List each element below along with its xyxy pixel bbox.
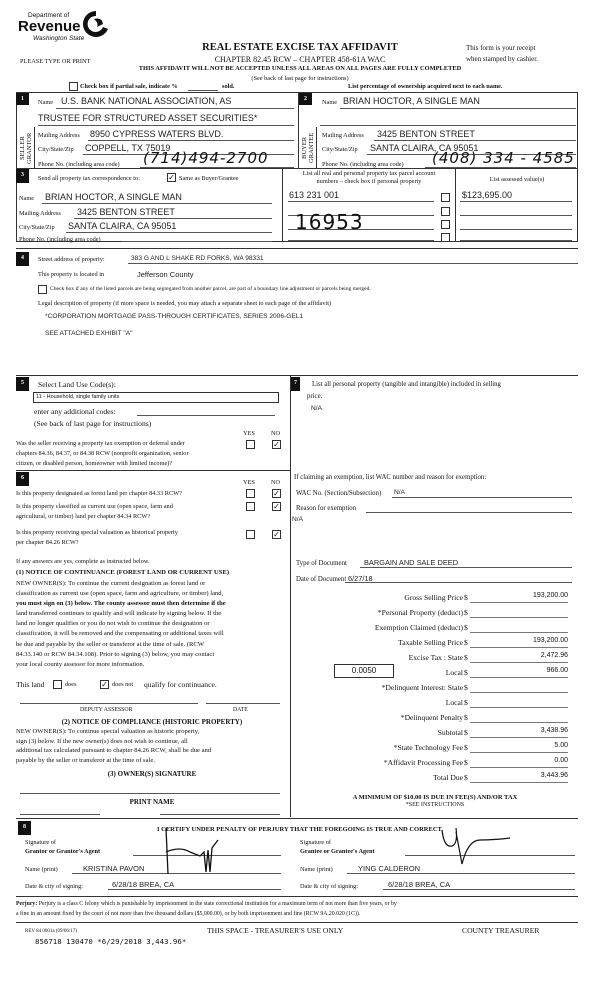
land-use-title: Select Land Use Code(s):: [38, 380, 116, 389]
notice-continuance-text: [16, 579, 288, 670]
street-address[interactable]: 383 G AND L SHAKE RD FORKS, WA 98331: [131, 255, 264, 262]
buyer-side-label: BUYER GRANTEE: [301, 132, 315, 164]
form-revision: REV 84 0001a (09/06/17): [25, 929, 77, 934]
section-7-badge: 7: [291, 377, 300, 391]
does-label: does: [65, 681, 77, 688]
amount-label: *Delinquent Interest: State: [381, 683, 463, 692]
county[interactable]: Jefferson County: [137, 270, 194, 279]
text-line: payable by the seller or transferor at the time of sale.: [16, 756, 155, 764]
amount-value[interactable]: 0.00: [470, 757, 568, 768]
line: [160, 814, 280, 815]
section-2-badge: 2: [299, 93, 312, 105]
line: [460, 229, 572, 230]
street-label: Street address of property:: [38, 256, 105, 263]
exemption-question-3: citizen, or disabled person, homeowner with limited income)?: [16, 460, 173, 467]
dollar-sign: $: [464, 758, 468, 767]
exemption-no-checkbox[interactable]: ✓: [273, 440, 280, 449]
line: [288, 240, 434, 241]
grantor-signature: [160, 826, 240, 878]
additional-codes-field[interactable]: [137, 415, 275, 416]
line: [66, 232, 272, 233]
text-line: classification, it will be removed and the compensating or additional taxes will: [16, 630, 224, 638]
dollar-sign: $: [464, 608, 468, 617]
amount-value[interactable]: 966.00: [470, 667, 568, 678]
text-line: NEW OWNER(S): To continue special valuation as historic property,: [16, 728, 200, 735]
perjury-label: Perjury:: [16, 901, 38, 907]
segregated-label: Check box if any of the listed parcels are being segregated from another parcel, are part of a boundary line adjustment or parcels being merged.: [50, 286, 371, 292]
no-header: NO: [271, 479, 281, 486]
dollar-sign: $: [464, 728, 468, 737]
logo-dept: Department of: [28, 12, 70, 19]
logo-revenue: Revenue: [18, 18, 81, 35]
legal-line-2[interactable]: SEE ATTACHED EXHIBIT "A": [45, 330, 133, 337]
see-instructions: *SEE INSTRUCTIONS: [405, 802, 465, 808]
deputy-assessor-signature-line[interactable]: [20, 703, 198, 704]
assessor-date-line[interactable]: [206, 703, 280, 704]
personal-property-value[interactable]: N/A: [311, 405, 322, 412]
text-line: 84.33.140 or RCW 84.34.108). Prior to signing (3) below, you may contact: [16, 650, 215, 658]
seller-name-label: Name: [38, 99, 54, 106]
partial-sale-label: Check box if partial sale, indicate %: [80, 83, 178, 90]
parcel-number-1[interactable]: 613 231 001: [289, 190, 340, 200]
line: [360, 567, 572, 568]
dollar-sign: $: [464, 653, 468, 662]
section-6-badge: 6: [16, 472, 29, 486]
owner-signature-line[interactable]: [20, 793, 280, 794]
exemption-yes-checkbox[interactable]: [246, 440, 255, 449]
amount-value[interactable]: 3,443.96: [470, 772, 568, 783]
logo-swirl-icon: [80, 9, 112, 39]
line: [42, 203, 272, 204]
line: [74, 218, 272, 219]
section-8-badge: 8: [18, 821, 31, 835]
date-label: DATE: [233, 707, 248, 713]
perjury-text: Perjury is a class C felony which is punishable by imprisonment in the state correctional institution for a maximum term of not more than five years, or by: [38, 901, 397, 907]
current-use-no-checkbox[interactable]: ✓: [273, 502, 280, 511]
reason-label: Reason for exemption: [296, 505, 357, 512]
parcel-header-2: numbers – check box if personal property: [316, 178, 422, 185]
seller-mail[interactable]: 8950 CYPRESS WATERS BLVD.: [90, 129, 224, 139]
personal-property-checkbox-4[interactable]: [441, 233, 450, 242]
grantor-sig-of: Signature of: [25, 839, 56, 846]
does-not-label: does not: [112, 681, 134, 688]
notice-continuance-title: (1) NOTICE OF CONTINUANCE (FOREST LAND OR CURRENT USE): [16, 569, 230, 576]
wac-label: WAC No. (Section/Subsection): [296, 490, 382, 497]
historic-yes-checkbox[interactable]: [246, 530, 255, 539]
divider: [316, 127, 317, 168]
send-correspondence-label: Send all property tax correspondence to:: [38, 175, 140, 182]
dollar-sign: $: [464, 623, 468, 632]
amount-label: Exemption Claimed (deduct): [374, 623, 463, 632]
text-line: land no longer qualifies or you do not wish to continue the designation or: [16, 620, 210, 628]
same-as-buyer-checkbox[interactable]: ✓: [168, 173, 175, 182]
dollar-sign: $: [464, 698, 468, 707]
does-not-qualify-checkbox[interactable]: ✓: [101, 680, 108, 689]
line: [347, 873, 575, 874]
amount-label: Excise Tax : State: [408, 653, 463, 662]
line: [88, 140, 294, 141]
receipt-note-1: This form is your receipt: [466, 44, 536, 52]
corr-mail-label: Mailing Address: [19, 210, 61, 217]
buyer-phone-label: Phone No. (including area code): [322, 161, 404, 168]
this-land-label: This land: [16, 680, 45, 689]
divider: [16, 470, 290, 471]
column-divider: [290, 375, 291, 817]
divider: [16, 818, 578, 819]
amount-value[interactable]: [470, 712, 568, 723]
parcel-header-1: List all real and personal property tax parcel account: [302, 170, 436, 177]
doc-date-label: Date of Document: [296, 576, 347, 583]
seller-phone[interactable]: (714)494-2700: [143, 149, 269, 167]
historic-no-checkbox[interactable]: ✓: [273, 530, 280, 539]
dollar-sign: $: [464, 593, 468, 602]
dollar-sign: $: [464, 713, 468, 722]
line: [392, 497, 572, 498]
reason-value[interactable]: N/A: [292, 516, 303, 523]
line: [320, 125, 576, 126]
treasurer-stamp: 856718 130470 *6/29/2018 3,443.96*: [35, 937, 187, 946]
perjury-line-1: [16, 901, 397, 907]
seller-name[interactable]: U.S. BANK NATIONAL ASSOCIATION, AS: [61, 96, 232, 106]
amount-value[interactable]: 2,472.96: [470, 652, 568, 663]
certify-statement: I CERTIFY UNDER PENALTY OF PERJURY THAT THE FOREGOING IS TRUE AND CORRECT.: [156, 826, 443, 833]
legal-line-1[interactable]: *CORPORATION MORTGAGE PASS-THROUGH CERTIFICATES, SERIES 2006-GEL1: [45, 313, 304, 320]
personal-property-label-2: price.: [307, 393, 323, 400]
line: [38, 125, 294, 126]
corr-city-label: City/State/Zip: [19, 224, 55, 231]
seller-name-2[interactable]: TRUSTEE FOR STRUCTURED ASSET SECURITIES*: [38, 113, 258, 123]
buyer-phone[interactable]: (408) 334 - 4585: [432, 149, 575, 167]
grantee-name-label: Name (print): [300, 866, 333, 873]
amount-label: Total Due: [432, 773, 463, 782]
grantee-signature: [438, 826, 518, 868]
doc-type-label: Type of Document: [296, 560, 347, 567]
grantee-name[interactable]: YING CALDERON: [358, 864, 421, 873]
text-line: your local county assessor for more information.: [16, 660, 145, 668]
please-type: PLEASE TYPE OR PRINT: [20, 58, 91, 65]
segregated-checkbox[interactable]: [38, 285, 47, 294]
divider: [16, 922, 578, 923]
located-label: This property is located in: [38, 271, 105, 278]
line: [460, 215, 572, 216]
exemption-question-1: Was the seller receiving a property tax exemption or deferral under: [16, 440, 185, 447]
warning: THIS AFFIDAVIT WILL NOT BE ACCEPTED UNLESS ALL AREAS ON ALL PAGES ARE FULLY COMPLETED: [138, 65, 462, 72]
line: [108, 889, 281, 890]
does-qualify-checkbox[interactable]: [53, 680, 62, 689]
amount-label: Taxable Selling Price: [398, 638, 463, 647]
grantor-agent-label: Grantor or Grantor's Agent: [25, 848, 101, 855]
amount-label: Gross Selling Price: [404, 593, 463, 602]
amount-label: *State Technology Fee: [393, 743, 463, 752]
grantor-name-label: Name (print): [25, 866, 58, 873]
personal-property-label: List all personal property (tangible and intangible) included in selling: [312, 381, 501, 388]
personal-property-checkbox-1[interactable]: [441, 193, 450, 202]
line: [288, 201, 434, 202]
text-line: you must sign on (3) below. The county assessor must then determine if the: [16, 600, 226, 608]
handwritten-parcel-note: 16953: [295, 210, 364, 234]
see-back: (See back of last page for instructions): [251, 75, 349, 82]
line: [460, 240, 572, 241]
logo-state: Washington State: [33, 35, 85, 42]
text-line: sign (3) below. If the new owner(s) does not wish to continue, all: [16, 737, 188, 745]
form-title: REAL ESTATE EXCISE TAX AFFIDAVIT: [202, 42, 398, 53]
seller-city-label: City/State/Zip: [38, 146, 74, 153]
grantor-date-city[interactable]: 6/28/18 BREA, CA: [112, 880, 175, 889]
additional-codes-label: enter any additional codes:: [34, 407, 116, 416]
if-yes-note: If any answers are yes, complete as instructed below.: [16, 558, 150, 565]
buyer-name[interactable]: BRIAN HOCTOR, A SINGLE MAN: [343, 96, 480, 106]
buyer-mail-label: Mailing Address: [322, 132, 364, 139]
amount-value[interactable]: 5.00: [470, 742, 568, 753]
grantee-date-city[interactable]: 6/28/18 BREA, CA: [388, 880, 451, 889]
local-rate-box[interactable]: 0.0050: [334, 664, 394, 678]
buyer-city-label: City/State/Zip: [322, 146, 358, 153]
amount-value[interactable]: [470, 622, 568, 633]
amount-label: Subtotal: [437, 728, 463, 737]
qualify-label: qualify for continuance.: [144, 680, 217, 689]
amount-label: *Affidavit Processing Fee: [383, 758, 463, 767]
line: [374, 140, 576, 141]
amount-value[interactable]: [470, 607, 568, 618]
dollar-sign: $: [464, 638, 468, 647]
amount-value[interactable]: 3,438.96: [470, 727, 568, 738]
personal-property-checkbox-2[interactable]: [441, 207, 450, 216]
text-line: land transferred continues to qualify and will indicate by signing below. If the: [16, 610, 222, 618]
line: [340, 108, 576, 109]
amount-label: Local: [445, 668, 463, 677]
grantee-agent-label: Grantee or Grantee's Agent: [300, 848, 375, 855]
dollar-sign: $: [464, 668, 468, 677]
county-treasurer-label: COUNTY TREASURER: [462, 926, 540, 935]
amount-label: Local: [445, 698, 463, 707]
amount-label: *Delinquent Penalty: [400, 713, 463, 722]
line: [345, 582, 572, 583]
assessed-header: List assessed value(s): [489, 176, 545, 183]
corr-phone-field[interactable]: [122, 241, 272, 242]
corr-name-label: Name: [19, 195, 35, 202]
amount-value[interactable]: 193,200.00: [470, 637, 568, 648]
dollar-sign: $: [464, 743, 468, 752]
yes-header: YES: [243, 430, 255, 437]
deputy-assessor-label: DEPUTY ASSESSOR: [80, 707, 133, 713]
sold-label: sold.: [222, 83, 235, 90]
land-use-see-back: (See back of last page for instructions): [34, 419, 152, 428]
forest-no-checkbox[interactable]: ✓: [273, 489, 280, 498]
current-use-question-1: Is this property classified as current use (open space, farm and: [16, 503, 173, 510]
amount-value[interactable]: [470, 697, 568, 708]
forest-yes-checkbox[interactable]: [246, 489, 255, 498]
amount-label: *Personal Property (deduct): [377, 608, 463, 617]
doc-date-value[interactable]: 6/27/18: [348, 574, 373, 583]
divider: [16, 375, 578, 376]
partial-pct-line[interactable]: [188, 90, 218, 91]
text-line: NEW OWNER(S): To continue the current designation as forest land or: [16, 580, 206, 587]
divider: [34, 127, 35, 168]
buyer-city[interactable]: SANTA CLAIRA, CA 95051: [370, 143, 479, 153]
line: [383, 889, 575, 890]
text-line: classification as current use (open space, farm and agriculture, or timber) land,: [16, 590, 224, 598]
seller-side-label: SELLER GRANTOR: [19, 132, 33, 164]
land-use-code-select[interactable]: 11 - Household, single family units: [33, 392, 279, 403]
divider: [16, 896, 578, 897]
perjury-line-2: a fine in an amount fixed by the court of not more than five thousand dollars ($5,000.00), or by both imprisonment and fine (RCW 9A.20.020 (1C)).: [16, 911, 361, 917]
divider: [16, 168, 578, 169]
grantor-name[interactable]: KRISTINA PAVON: [83, 864, 145, 873]
personal-property-checkbox-3[interactable]: [441, 220, 450, 229]
no-header: NO: [271, 430, 281, 437]
historic-question-2: per chapter 84.26 RCW?: [16, 539, 79, 546]
corr-city[interactable]: SANTA CLAIRA, CA 95051: [68, 221, 177, 231]
buyer-name-label: Name: [322, 99, 338, 106]
seller-mail-label: Mailing Address: [38, 132, 80, 139]
exemption-question-2: chapters 84.36, 84.37, or 84.38 RCW (nonprofit organization, senior: [16, 450, 189, 457]
historic-question-1: Is this property receiving special valuation as historical property: [16, 529, 178, 536]
current-use-yes-checkbox[interactable]: [246, 502, 255, 511]
legal-label: Legal description of property (if more space is needed, you may attach a separate sheet to each page of the affidavit): [38, 300, 332, 307]
line: [140, 167, 294, 168]
section-4-badge: 4: [16, 252, 29, 266]
yes-header: YES: [243, 479, 255, 486]
assessed-value-1[interactable]: $123,695.00: [462, 190, 513, 200]
claiming-exemption-label: If claiming an exemption, list WAC number and reason for exemption:: [294, 474, 487, 481]
line: [366, 512, 572, 513]
line: [20, 814, 100, 815]
print-name-label: PRINT NAME: [129, 798, 175, 806]
line: [460, 201, 572, 202]
chapter-ref: CHAPTER 82.45 RCW – CHAPTER 458-61A WAC: [214, 55, 386, 64]
receipt-note-2: when stamped by cashier.: [466, 55, 538, 63]
dollar-sign: $: [464, 773, 468, 782]
section-5-badge: 5: [16, 377, 29, 391]
wac-value[interactable]: N/A: [394, 489, 405, 496]
treasurer-space-label: THIS SPACE - TREASURER'S USE ONLY: [207, 926, 344, 935]
text-line: be due and payable by the seller or transferor at the time of sale. (RCW: [16, 640, 205, 648]
text-line: additional tax calculated pursuant to chapter 84.26 RCW, shall be due and: [16, 747, 212, 754]
grantee-sig-of: Signature of: [300, 839, 331, 846]
line: [128, 263, 578, 264]
list-pct-note: List percentage of ownership acquired next to each name.: [348, 83, 503, 90]
grantor-date-label: Date & city of signing:: [25, 883, 84, 890]
amount-value[interactable]: 193,200.00: [470, 592, 568, 603]
section-1-badge: 1: [16, 93, 29, 105]
dollar-sign: $: [464, 683, 468, 692]
line: [425, 167, 576, 168]
seller-phone-label: Phone No. (including area code): [38, 161, 120, 168]
notice-compliance-text: [16, 727, 288, 765]
amount-value[interactable]: [470, 682, 568, 693]
same-as-buyer-label: Same as Buyer/Grantee: [179, 175, 239, 182]
doc-type-value[interactable]: BARGAIN AND SALE DEED: [364, 558, 459, 567]
seller-city[interactable]: COPPELL, TX 75019: [85, 143, 171, 153]
corr-mail[interactable]: 3425 BENTON STREET: [77, 207, 175, 217]
minimum-due-note: A MINIMUM OF $10.00 IS DUE IN FEE(S) AND/OR TAX: [352, 794, 518, 801]
notice-compliance-title: (2) NOTICE OF COMPLIANCE (HISTORIC PROPERTY): [61, 718, 243, 726]
forest-question: Is this property designated as forest land per chapter 84.33 RCW?: [16, 490, 182, 497]
section-3-badge: 3: [16, 169, 29, 183]
buyer-mail[interactable]: 3425 BENTON STREET: [377, 129, 475, 139]
line: [56, 108, 294, 109]
partial-sale-checkbox[interactable]: [69, 82, 78, 91]
owner-signature-title: (3) OWNER(S) SIGNATURE: [107, 770, 197, 778]
corr-phone-label: Phone No. (including area code): [19, 236, 101, 243]
divider: [16, 248, 578, 249]
corr-name[interactable]: BRIAN HOCTOR, A SINGLE MAN: [45, 192, 182, 202]
grantee-date-label: Date & city of signing:: [300, 883, 359, 890]
current-use-question-2: agricultural, or timber) land per chapter 84.34 RCW?: [16, 513, 151, 520]
